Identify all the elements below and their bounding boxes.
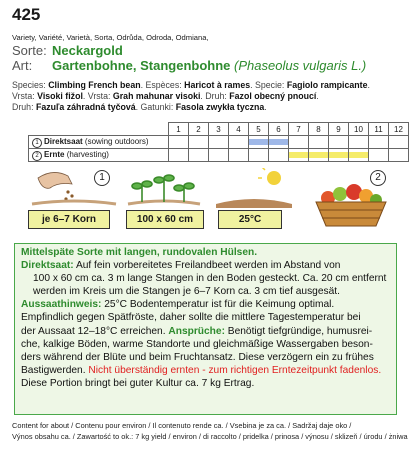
month-header: 10 — [349, 123, 369, 136]
temperature-label: 25°C — [218, 210, 282, 229]
calendar-bar-segment — [269, 139, 288, 145]
month-header: 9 — [329, 123, 349, 136]
month-header: 7 — [289, 123, 309, 136]
calendar-bar-segment — [329, 152, 348, 158]
calendar-row-ernte — [29, 149, 409, 162]
yield-note: Diese Portion bringt bei guter Kultur ca. 7 kg Ertrag. — [21, 377, 255, 389]
art-label: Art: — [12, 58, 33, 73]
month-header: 8 — [309, 123, 329, 136]
instructions-box — [14, 243, 397, 415]
row-label: Direktsaat — [44, 136, 83, 146]
row-note: (harvesting) — [66, 149, 109, 159]
product-number: 425 — [12, 5, 41, 24]
calendar-bar-segment — [249, 139, 268, 145]
month-header: 2 — [189, 123, 209, 136]
seed-count-label: je 6–7 Korn — [28, 210, 110, 229]
instructions-text: Mittelspäte Sorte mit langen, rundovalen Hülsen. Direktsaat: Auf fein vorbereitetes Freilandbeet werden im Abstand von 100 x 60 cm ca. 3 m lange Stangen in den Boden gesteckt. Ca. 20 cm entfernt werden im Kreis um die Stangen je 6–7 Korn ca. 3 cm tief ausgesät. Aussaathinweis: 25°C Bodentemperatur ist für die Keimung optimal. Empfindlich gegen Spätfröste, daher sollte die mittlere Tagestemperatur bei der Aussaat 12–18°C erreichen. Ansprüche: Benötigt tiefgründige, humusrei- che, kalkige Böden, warme Standorte und gleichmäßige Wassergaben beson- ders während der Blüte und beim Fruchtansatz. Diese verzögern ein zu frühes Bastigwerden. Nicht überständig ernten - zum richtigen Erntezeitpunkt fadenlos. Diese Portion bringt bei guter Kultur ca. 7 kg Ertrag. — [21, 246, 393, 390]
month-header: 1 — [169, 123, 189, 136]
heading-aussaathinweis: Aussaathinweis: — [21, 299, 102, 311]
footer-line-2: Výnos obsahu ca. / Zawartość to ok.: 7 kg yield / environ / di raccolto / pridelka / prinosa / výnosu / sklizeň / úrodu / żniwa — [12, 432, 408, 441]
month-header: 12 — [389, 123, 409, 136]
species-line-1: Species: Climbing French bean. Espèces: Haricot à rames. Specie: Fagiolo rampicante. — [12, 80, 370, 90]
sorte-row — [0, 43, 411, 58]
step-badge-2: 2 — [370, 170, 386, 186]
month-header: 6 — [269, 123, 289, 136]
sorte-label: Sorte: — [12, 43, 47, 58]
step-badge-1: 1 — [94, 170, 110, 186]
calendar-row-direktsaat — [29, 136, 409, 149]
art-latin: (Phaseolus vulgaris L.) — [234, 58, 367, 73]
calendar-bar-segment — [289, 152, 308, 158]
art-value: Gartenbohne, Stangenbohne — [52, 58, 231, 73]
footer-line-1: Content for about / Contenu pour environ / Il contenuto rende ca. / Vsebina je za ca. / Sadržaj daje oko / — [12, 421, 352, 430]
heading-direktsaat: Direktsaat: — [21, 260, 74, 272]
heading-ansprueche: Ansprüche: — [168, 325, 225, 337]
row-number-badge: 1 — [32, 138, 42, 148]
month-header: 4 — [229, 123, 249, 136]
variety-line: Variety, Variété, Varietà, Sorta, Odrůda, Odroda, Odmiana, — [12, 33, 209, 42]
month-header: 11 — [369, 123, 389, 136]
row-label: Ernte — [44, 149, 65, 159]
row-number-badge: 2 — [32, 151, 42, 161]
variety-description: Mittelspäte Sorte mit langen, rundovalen Hülsen. — [21, 247, 258, 258]
row-note: (sowing outdoors) — [84, 136, 149, 146]
spacing-label: 100 x 60 cm — [126, 210, 204, 229]
month-header: 5 — [249, 123, 269, 136]
calendar-bar-segment — [309, 152, 328, 158]
sowing-calendar — [28, 122, 409, 162]
species-line-2: Vrsta: Visoki fižol. Vrsta: Grah mahunar visoki. Druh: Fazol obecný pnoucí. — [12, 91, 319, 101]
harvest-basket-picto — [306, 168, 396, 236]
harvest-warning: Nicht überständig ernten - zum richtigen Erntezeitpunkt fadenlos. — [88, 364, 382, 376]
sorte-value: Neckargold — [52, 43, 123, 58]
month-header: 3 — [209, 123, 229, 136]
art-row — [0, 58, 411, 73]
calendar-bar-segment — [349, 152, 368, 158]
species-line-3: Druh: Fazuľa záhradná tyčová. Gatunki: Fasola zwykła tyczna. — [12, 102, 267, 112]
